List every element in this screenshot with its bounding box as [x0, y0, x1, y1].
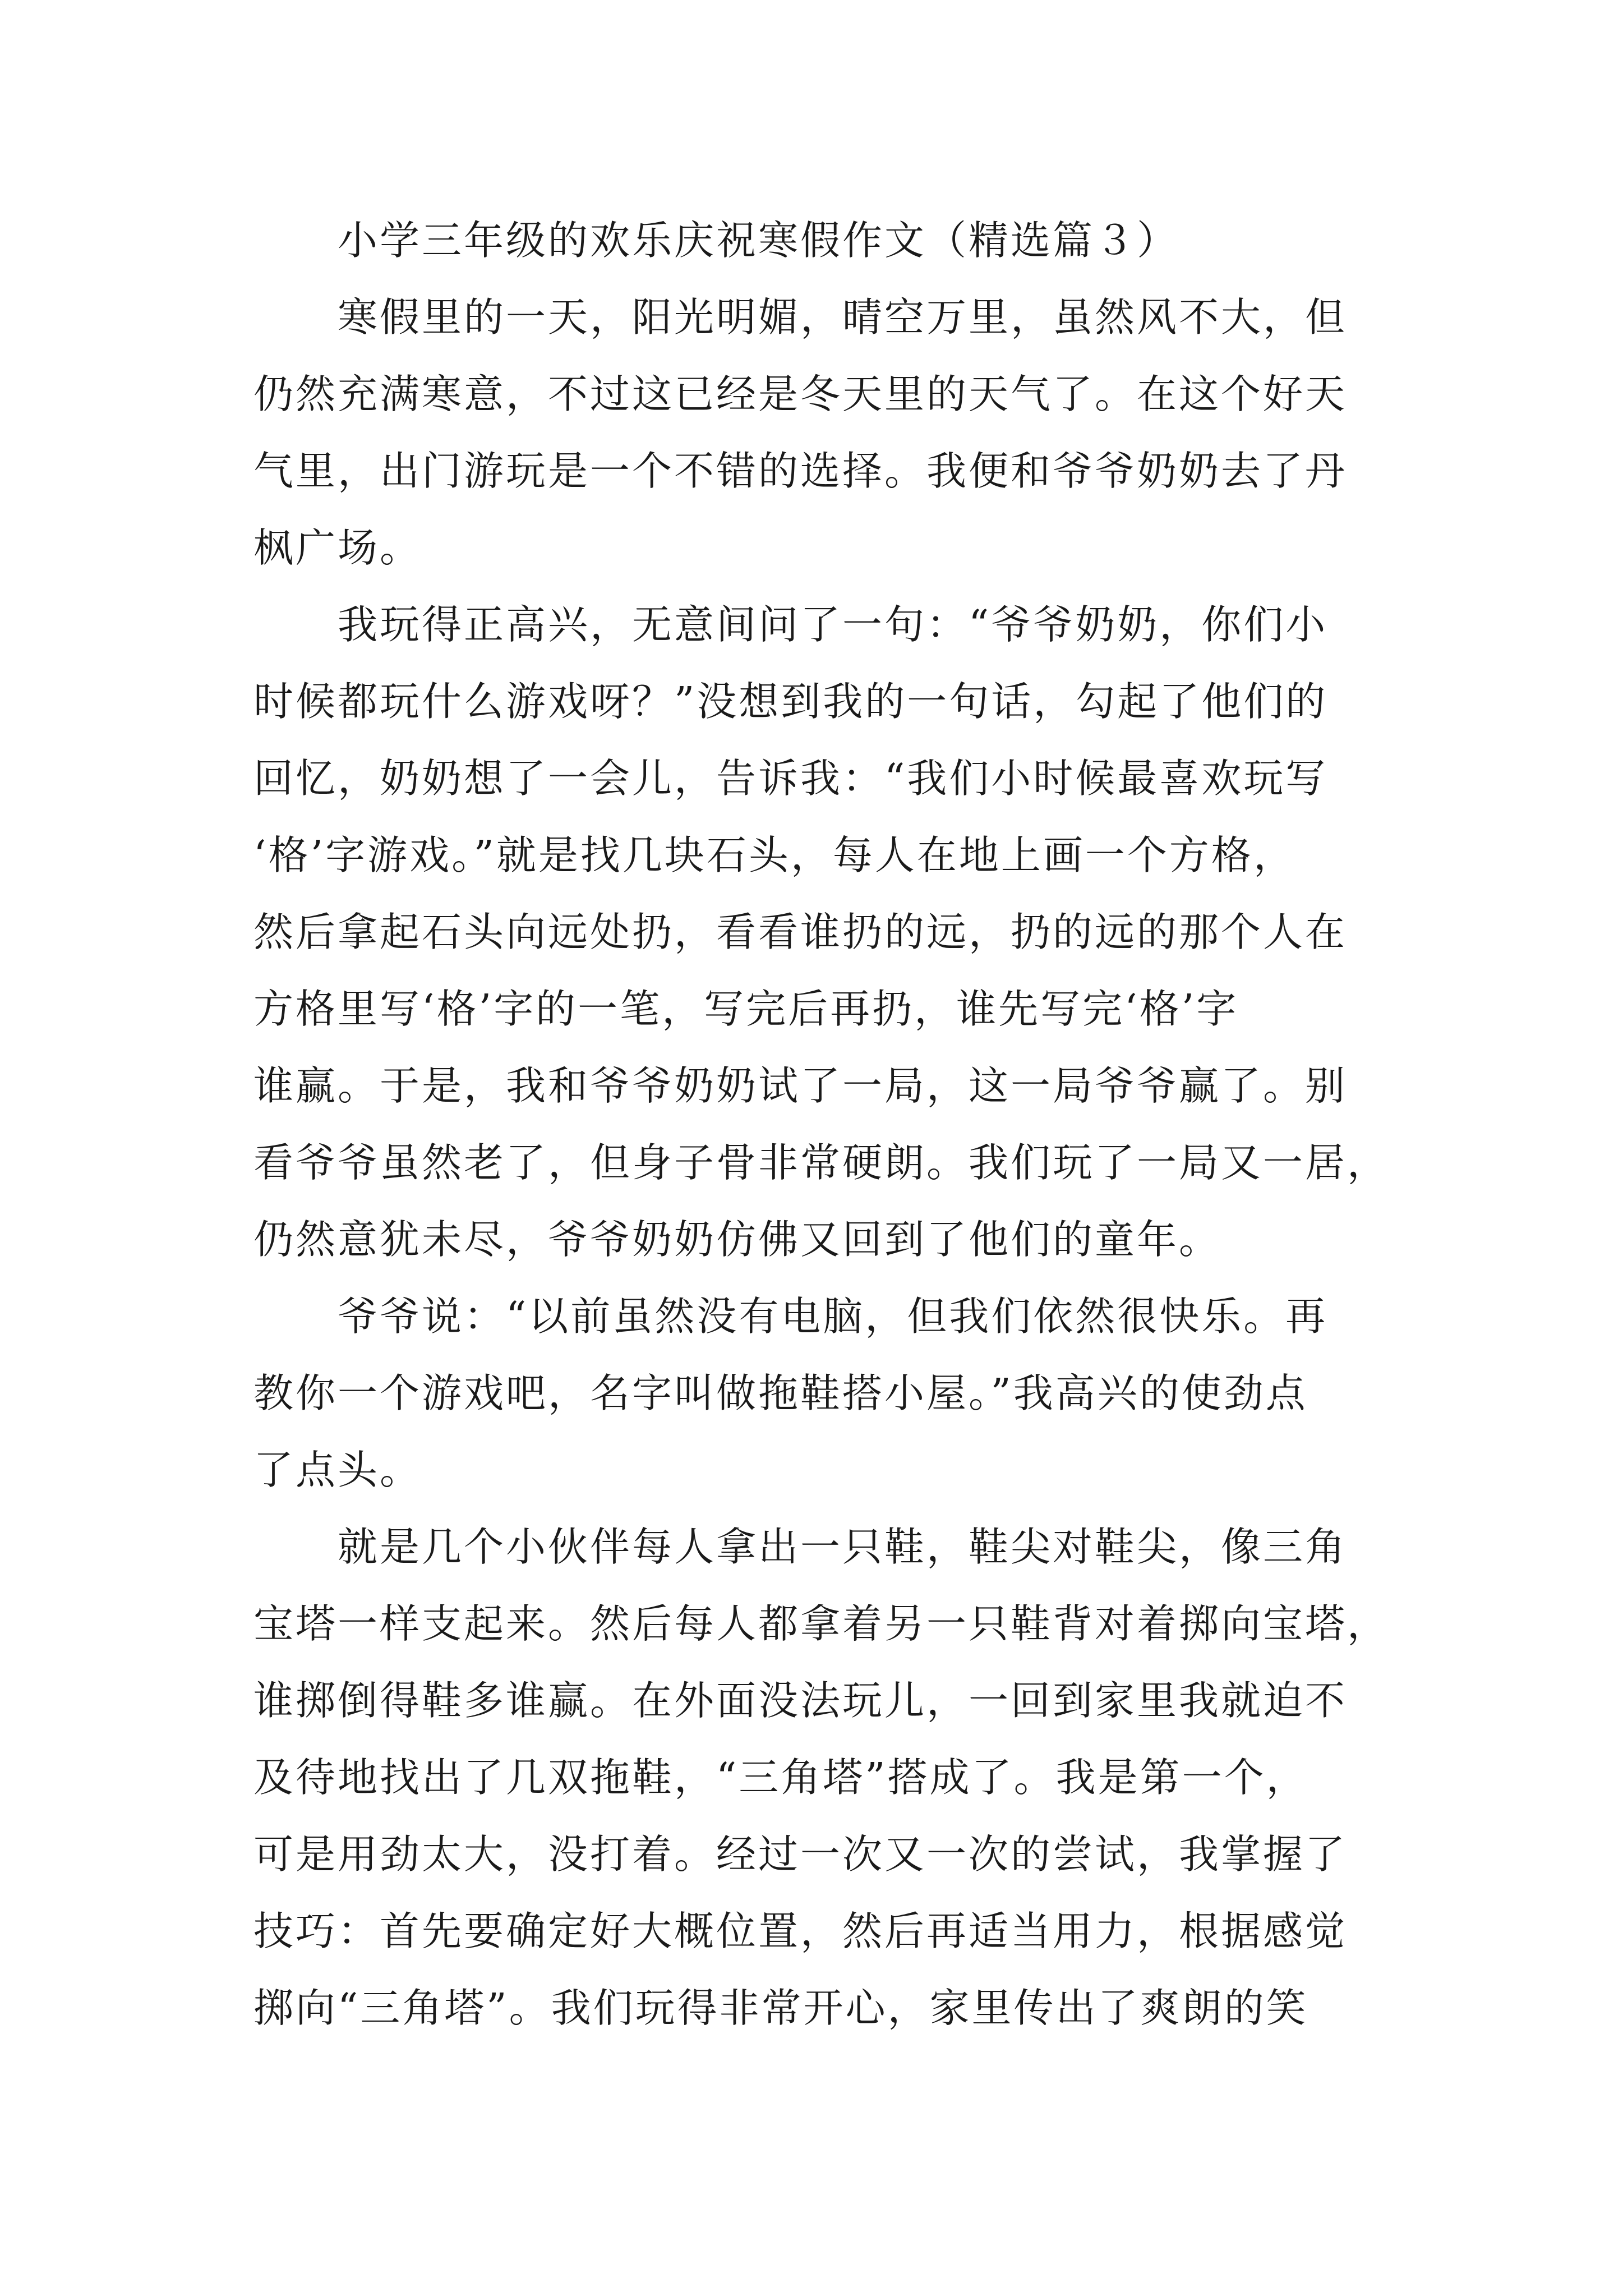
text-line: 技巧：首先要确定好大概位置，然后再适当用力，根据感觉 — [253, 1908, 1348, 1954]
text-line: 宝塔一样支起来。然后每人都拿着另一只鞋背对着掷向宝塔， — [253, 1600, 1390, 1647]
paragraph-lines — [253, 279, 1392, 2046]
text-line: 谁掷倒得鞋多谁赢。在外面没法玩儿，一回到家里我就迫不 — [253, 1677, 1348, 1724]
text-line: 教你一个游戏吧，名字叫做拖鞋搭小屋。”我高兴的使劲点 — [253, 1370, 1308, 1416]
text-line: 时候都玩什么游戏呀？”没想到我的一句话，勾起了他们的 — [253, 678, 1328, 725]
text-line: 仍然充满寒意，不过这已经是冬天里的天气了。在这个好天 — [253, 371, 1348, 417]
document-body — [253, 202, 1392, 2046]
text-line: 仍然意犹未尽，爷爷奶奶仿佛又回到了他们的童年。 — [253, 1216, 1221, 1263]
text-line: 气里，出门游玩是一个不错的选择。我便和爷爷奶奶去了丹 — [253, 448, 1348, 494]
text-line: 了点头。 — [253, 1447, 422, 1493]
text-line: 然后拿起石头向远处扔，看看谁扔的远，扔的远的那个人在 — [253, 909, 1348, 955]
text-line: 看爷爷虽然老了，但身子骨非常硬朗。我们玩了一局又一居， — [253, 1139, 1390, 1186]
text-line: 爷爷说：“以前虽然没有电脑，但我们依然很快乐。再 — [338, 1293, 1328, 1340]
text-line: 及待地找出了几双拖鞋，“三角塔”搭成了。我是第一个， — [253, 1754, 1308, 1801]
text-line: 我玩得正高兴，无意间问了一句：“爷爷奶奶，你们小 — [338, 601, 1328, 648]
text-line: 掷向“三角塔”。我们玩得非常开心，家里传出了爽朗的笑 — [253, 1985, 1308, 2031]
text-line: 谁赢。于是，我和爷爷奶奶试了一局，这一局爷爷赢了。别 — [253, 1062, 1348, 1109]
text-line: 就是几个小伙伴每人拿出一只鞋，鞋尖对鞋尖，像三角 — [338, 1524, 1348, 1570]
text-line: 方格里写‘格’字的一笔，写完后再扔，谁先写完‘格’字 — [253, 986, 1239, 1032]
document-title: 小学三年级的欢乐庆祝寒假作文（精选篇３） — [338, 217, 1179, 264]
text-line: 可是用劲太大，没打着。经过一次又一次的尝试，我掌握了 — [253, 1831, 1348, 1878]
text-line: 枫广场。 — [253, 524, 422, 571]
text-line: 寒假里的一天，阳光明媚，晴空万里，虽然风不大，但 — [338, 294, 1348, 341]
text-line: 回忆，奶奶想了一会儿，告诉我：“我们小时候最喜欢玩写 — [253, 755, 1328, 802]
text-line: ‘格’字游戏。”就是找几块石头，每人在地上画一个方格， — [253, 832, 1295, 878]
